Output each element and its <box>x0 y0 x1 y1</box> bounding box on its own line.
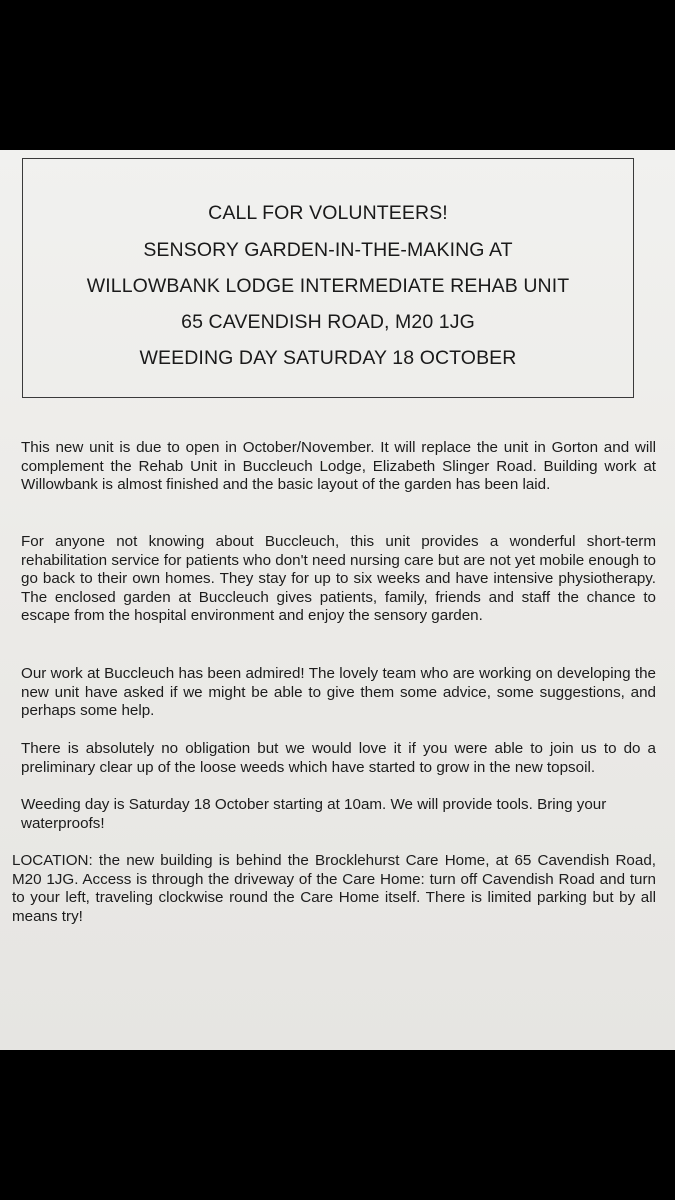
paragraph-about-buccleuch: For anyone not knowing about Buccleuch, this unit provides a wonderful short-term rehabilitation service for patients who don't need nursing care but are not yet mobile enough to go back to their own homes. They stay for up to six weeks and have intensive physiotherapy. The enclosed garden at Buccleuch gives patients, family, friends and staff the chance to escape from the hospital environment and enjoy the sensory garden. <box>21 533 656 625</box>
header-address: 65 CAVENDISH ROAD, M20 1JG <box>181 311 475 333</box>
header-title: CALL FOR VOLUNTEERS! <box>208 202 448 224</box>
paragraph-request: Our work at Buccleuch has been admired! The lovely team who are working on developing the new unit have asked if we might be able to give them some advice, some suggestions, and perhaps some help. <box>21 665 656 720</box>
header-subtitle: SENSORY GARDEN-IN-THE-MAKING AT <box>143 239 513 261</box>
paragraph-intro: This new unit is due to open in October/November. It will replace the unit in Gorton and will complement the Rehab Unit in Buccleuch Lodge, Elizabeth Slinger Road. Building work at Willowbank is almost finished and the basic layout of the garden has been laid. <box>21 439 656 494</box>
flyer-page <box>0 150 675 1050</box>
paragraph-obligation: There is absolutely no obligation but we would love it if you were able to join us to do a preliminary clear up of the loose weeds which have started to grow in the new topsoil. <box>21 740 656 776</box>
header-date: WEEDING DAY SATURDAY 18 OCTOBER <box>139 347 517 369</box>
paragraph-location: LOCATION: the new building is behind the Brocklehurst Care Home, at 65 Cavendish Road, M20 1JG. Access is through the driveway of the Care Home: turn off Cavendish Road and turn to your left, traveling clockwise round the Care Home itself. There is limited parking but by all means try! <box>12 852 656 925</box>
header-box <box>22 158 634 398</box>
paragraph-weeding-day: Weeding day is Saturday 18 October starting at 10am. We will provide tools. Bring your waterproofs! <box>21 796 607 832</box>
header-venue: WILLOWBANK LODGE INTERMEDIATE REHAB UNIT <box>86 275 570 297</box>
